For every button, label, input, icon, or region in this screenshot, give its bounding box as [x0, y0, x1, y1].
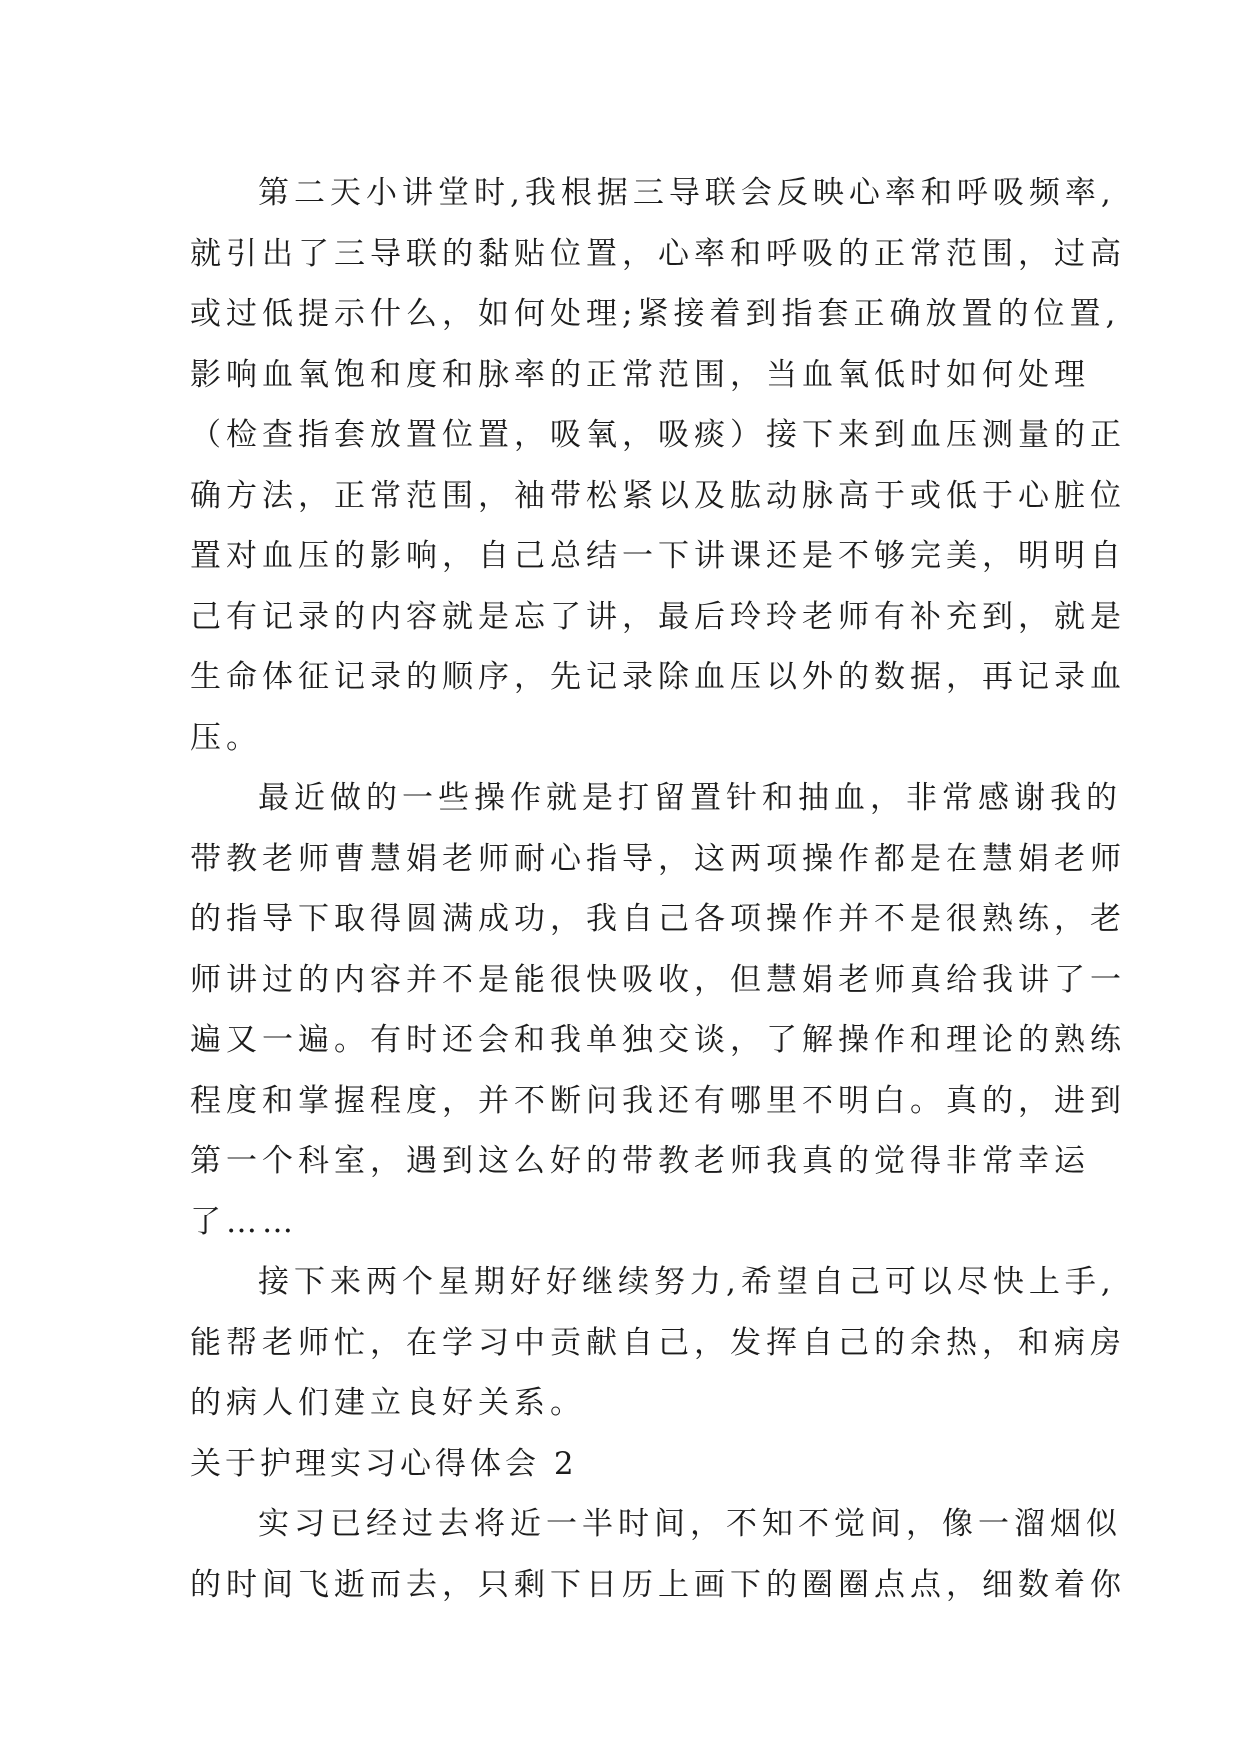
paragraph-line: 生命体征记录的顺序，先记录除血压以外的数据，再记录血: [190, 659, 1126, 695]
paragraph-first-line: 最近做的一些操作就是打留置针和抽血，非常感谢我的: [258, 780, 1122, 816]
paragraph-line: 影响血氧饱和度和脉率的正常范围，当血氧低时如何处理: [190, 356, 1090, 393]
paragraph-line: 的时间飞逝而去，只剩下日历上画下的圈圈点点，细数着你: [190, 1566, 1126, 1603]
paragraph-line: 师讲过的内容并不是能很快吸收，但慧娟老师真给我讲了一: [190, 961, 1126, 998]
paragraph-first-line: 实习已经过去将近一半时间，不知不觉间，像一溜烟似: [258, 1506, 1122, 1542]
paragraph-line: 带教老师曹慧娟老师耐心指导，这两项操作都是在慧娟老师: [190, 840, 1126, 877]
paragraph-first-line: 接下来两个星期好好继续努力,希望自己可以尽快上手,: [258, 1264, 1116, 1300]
document-body: [190, 163, 1126, 1615]
section-heading: 关于护理实习心得体会 2: [190, 1445, 578, 1482]
paragraph-line: 置对血压的影响，自己总结一下讲课还是不够完美，明明自: [190, 538, 1126, 574]
paragraph-line: （检查指套放置位置，吸氧，吸痰）接下来到血压测量的正: [190, 417, 1126, 453]
paragraph-line: 的病人们建立良好关系。: [190, 1385, 586, 1421]
paragraph-line: 遍又一遍。有时还会和我单独交谈，了解操作和理论的熟练: [190, 1022, 1126, 1058]
paragraph-line: 了……: [190, 1203, 298, 1240]
paragraph-line: 或过低提示什么，如何处理;紧接着到指套正确放置的位置,: [190, 296, 1121, 332]
paragraph-line: 的指导下取得圆满成功，我自己各项操作并不是很熟练，老: [190, 901, 1126, 937]
paragraph-line: 能帮老师忙，在学习中贡献自己，发挥自己的余热，和病房: [190, 1324, 1126, 1361]
paragraph-first-line: 第二天小讲堂时,我根据三导联会反映心率和呼吸频率,: [258, 175, 1116, 211]
paragraph-line: 第一个科室，遇到这么好的带教老师我真的觉得非常幸运: [190, 1143, 1090, 1179]
paragraph-line: 己有记录的内容就是忘了讲，最后玲玲老师有补充到，就是: [190, 598, 1126, 635]
paragraph-line: 就引出了三导联的黏贴位置，心率和呼吸的正常范围，过高: [190, 235, 1126, 272]
paragraph-line: 程度和掌握程度，并不断问我还有哪里不明白。真的，进到: [190, 1082, 1126, 1119]
paragraph-line: 压。: [190, 719, 262, 756]
paragraph-line: 确方法，正常范围，袖带松紧以及肱动脉高于或低于心脏位: [190, 477, 1126, 514]
